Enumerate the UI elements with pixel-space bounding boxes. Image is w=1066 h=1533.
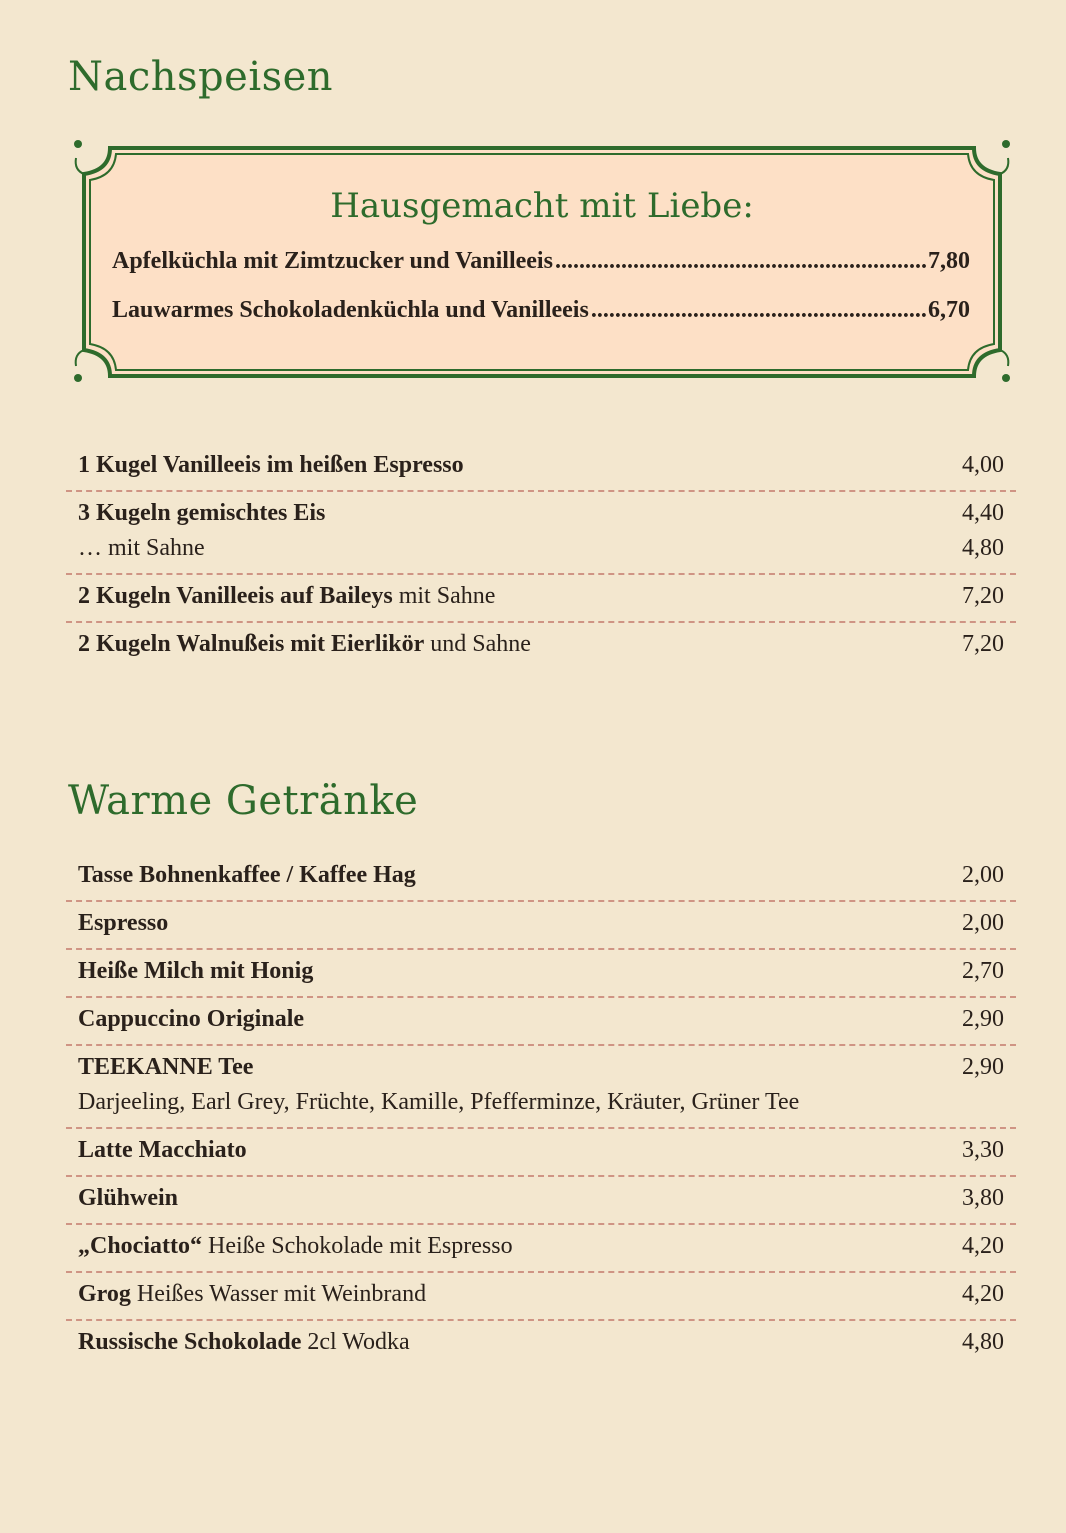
- dot-leader: [591, 297, 926, 324]
- homemade-item-name: Apfelküchla mit Zimtzucker und Vanilleeis: [112, 248, 553, 274]
- homemade-heading: Hausgemacht mit Liebe:: [330, 186, 754, 226]
- menu-row: [66, 1129, 1016, 1177]
- item-name: TEEKANNE Tee: [78, 1054, 254, 1080]
- menu-row: [66, 575, 1016, 623]
- item-price: 4,00: [962, 452, 1004, 478]
- homemade-frame: [70, 140, 1014, 384]
- item-name: Grog Heißes Wasser mit Weinbrand: [78, 1281, 427, 1307]
- item-price: 2,90: [962, 1006, 1004, 1032]
- item-name: 1 Kugel Vanilleeis im heißen Espresso: [78, 452, 464, 478]
- item-name: Cappuccino Originale: [78, 1006, 305, 1032]
- item-name: Heiße Milch mit Honig: [78, 958, 314, 984]
- item-price: 7,20: [962, 583, 1004, 609]
- item-price: 3,30: [962, 1137, 1004, 1163]
- menu-row: [66, 1321, 1016, 1367]
- menu-row: [66, 854, 1016, 902]
- item-variant: … mit Sahne: [78, 535, 205, 561]
- item-price: 2,00: [962, 862, 1004, 888]
- item-name: Espresso: [78, 910, 169, 936]
- section-title-warm-drinks: Warme Getränke: [68, 778, 419, 824]
- homemade-item-price: 7,80: [928, 248, 970, 274]
- menu-row: [66, 1273, 1016, 1321]
- item-name: Latte Macchiato: [78, 1137, 247, 1163]
- item-price: 7,20: [962, 631, 1004, 657]
- item-price: 2,70: [962, 958, 1004, 984]
- item-name: Tasse Bohnenkaffee / Kaffee Hag: [78, 862, 416, 888]
- section-title-desserts: Nachspeisen: [68, 54, 334, 100]
- item-price: 4,20: [962, 1281, 1004, 1307]
- homemade-item-price: 6,70: [928, 297, 970, 323]
- item-price: 2,00: [962, 910, 1004, 936]
- menu-row: [66, 1046, 1016, 1129]
- menu-row: [66, 998, 1016, 1046]
- homemade-item: [112, 248, 970, 275]
- item-price: 3,80: [962, 1185, 1004, 1211]
- menu-row: [66, 623, 1016, 669]
- item-variant-price: 4,80: [962, 535, 1004, 561]
- item-name: 2 Kugeln Walnußeis mit Eierlikör und Sahne: [78, 631, 531, 657]
- dessert-list: [66, 444, 1016, 669]
- warm-drinks-list: [66, 854, 1016, 1367]
- menu-row: [66, 492, 1016, 575]
- menu-row: [66, 950, 1016, 998]
- item-name: 2 Kugeln Vanilleeis auf Baileys mit Sahne: [78, 583, 496, 609]
- item-price: 2,90: [962, 1054, 1004, 1080]
- item-name: Russische Schokolade 2cl Wodka: [78, 1329, 410, 1355]
- item-name: 3 Kugeln gemischtes Eis: [78, 500, 326, 526]
- menu-row: [66, 444, 1016, 492]
- menu-row: [66, 1225, 1016, 1273]
- item-name: „Chociatto“ Heiße Schokolade mit Espresso: [78, 1233, 513, 1259]
- item-description: Darjeeling, Earl Grey, Früchte, Kamille, Pfefferminze, Kräuter, Grüner Tee: [78, 1089, 800, 1115]
- menu-row: [66, 1177, 1016, 1225]
- item-price: 4,40: [962, 500, 1004, 526]
- dot-leader: [555, 248, 926, 275]
- homemade-item: [112, 297, 970, 324]
- homemade-item-name: Lauwarmes Schokoladenküchla und Vanilleeis: [112, 297, 589, 323]
- item-price: 4,80: [962, 1329, 1004, 1355]
- item-name: Glühwein: [78, 1185, 179, 1211]
- item-price: 4,20: [962, 1233, 1004, 1259]
- menu-row: [66, 902, 1016, 950]
